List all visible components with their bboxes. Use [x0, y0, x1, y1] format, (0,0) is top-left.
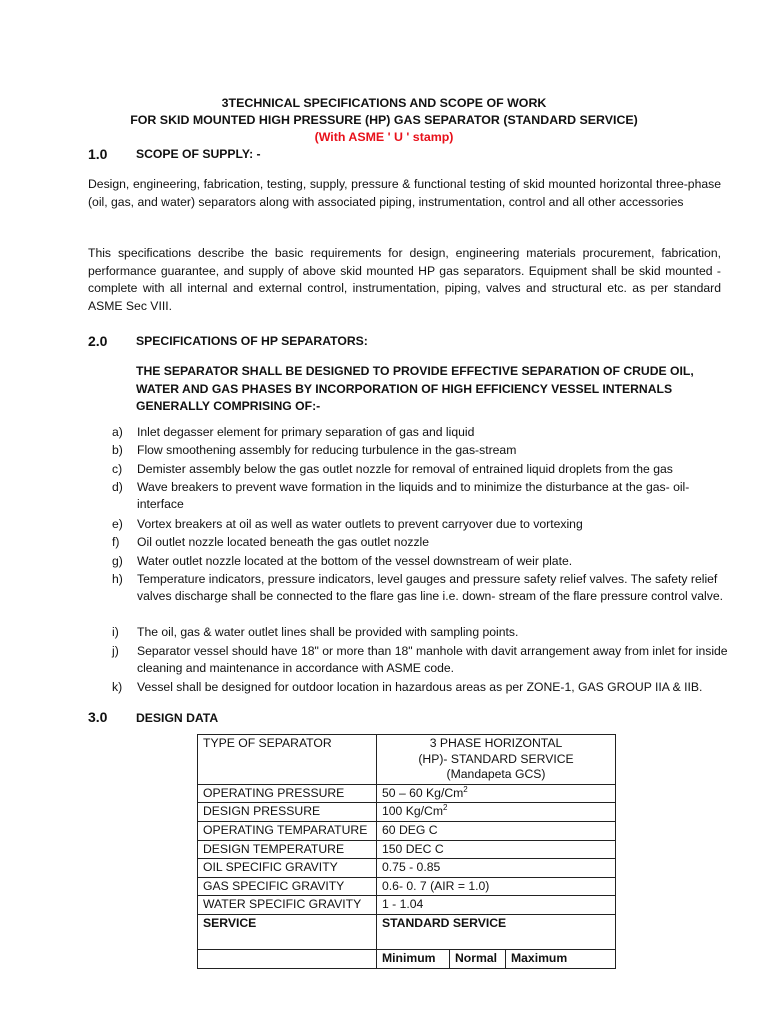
list-item-label: h)	[112, 572, 123, 586]
doc-title-line-2: FOR SKID MOUNTED HIGH PRESSURE (HP) GAS SEPARATOR (STANDARD SERVICE)	[130, 113, 638, 127]
section-3-heading: DESIGN DATA	[136, 711, 219, 725]
table-row	[198, 840, 616, 859]
table-row	[198, 784, 616, 803]
table-row	[198, 896, 616, 915]
table-cell-label: SERVICE	[198, 914, 377, 949]
section-1-heading: SCOPE OF SUPPLY: -	[136, 147, 261, 161]
list-item-text: The oil, gas & water outlet lines shall be provided with sampling points.	[137, 625, 519, 639]
list-item-label: b)	[112, 443, 123, 457]
section-3-number: 3.0	[88, 709, 108, 725]
list-item-label: d)	[112, 480, 123, 494]
type-value-line-1: 3 PHASE HORIZONTAL	[429, 736, 563, 750]
list-item-label: g)	[112, 554, 123, 568]
list-item-text: Vortex breakers at oil as well as water outlets to prevent carryover due to vortexing	[137, 517, 583, 531]
list-item-text: Oil outlet nozzle located beneath the gas outlet nozzle	[137, 535, 430, 549]
section-1-paragraph-2: This specifications describe the basic requirements for design, engineering materials procurement, fabrication, performance guarantee, and supply of above skid mounted HP gas separators. Equipment shall be skid mounted - complete with all internal and external control, instrumentation, piping, valves and structural etc. as per standard ASME Sec VIII.	[88, 246, 721, 313]
section-1-paragraph-1: Design, engineering, fabrication, testing, supply, pressure & functional testing of skid mounted horizontal three-phase (oil, gas, and water) separators along with associated piping, instrumentation, control and all other accessories	[88, 177, 721, 209]
table-cell-value: 60 DEG C	[377, 821, 616, 840]
doc-title-asme-stamp: (With ASME ' U ' stamp)	[314, 130, 454, 144]
superscript: 2	[463, 784, 468, 794]
section-2-number: 2.0	[88, 333, 108, 349]
table-cell-value: 1 - 1.04	[377, 896, 616, 915]
list-item-text: Flow smoothening assembly for reducing turbulence in the gas-stream	[137, 443, 517, 457]
list-item-text: Vessel shall be designed for outdoor location in hazardous areas as per ZONE-1, GAS GROUP IIA & IIB.	[137, 680, 703, 694]
table-cell-value: STANDARD SERVICE	[377, 914, 616, 949]
list-item-label: e)	[112, 517, 123, 531]
table-cell-label: WATER SPECIFIC GRAVITY	[198, 896, 377, 915]
table-cell-label: DESIGN TEMPERATURE	[198, 840, 377, 859]
table-cell-label: GAS SPECIFIC GRAVITY	[198, 877, 377, 896]
table-row	[198, 859, 616, 878]
list-item	[112, 679, 732, 696]
section-1-number: 1.0	[88, 146, 108, 162]
list-item	[112, 553, 732, 570]
list-item-text: Temperature indicators, pressure indicators, level gauges and pressure safety relief valves. The safety relief valves discharge shall be connected to the flare gas line i.e. down- stream of the flare pressure control valve.	[137, 572, 723, 603]
list-item-text: Separator vessel should have 18" or more than 18" manhole with davit arrangement away from inlet for inside cleaning and maintenance in accordance with ASME code.	[137, 644, 728, 675]
list-item-label: k)	[112, 680, 123, 694]
list-item	[112, 516, 732, 533]
list-item	[112, 424, 732, 441]
list-item-label: j)	[112, 644, 119, 658]
table-cell-value: 150 DEC C	[377, 840, 616, 859]
table-cell-header: Maximum	[506, 949, 616, 968]
doc-title-line-1: 3TECHNICAL SPECIFICATIONS AND SCOPE OF WORK	[221, 96, 547, 110]
table-cell-label: TYPE OF SEPARATOR	[198, 735, 377, 785]
table-row	[198, 914, 616, 949]
table-row	[198, 949, 616, 968]
type-value-line-3: (Mandapeta GCS)	[446, 767, 546, 782]
list-item	[112, 571, 732, 605]
list-item-label: f)	[112, 535, 120, 549]
table-row	[198, 821, 616, 840]
list-item-text: Inlet degasser element for primary separation of gas and liquid	[137, 425, 475, 439]
table-cell-value: 0.75 - 0.85	[377, 859, 616, 878]
list-item-label: i)	[112, 625, 119, 639]
design-data-table	[197, 734, 616, 969]
table-row	[198, 803, 616, 822]
table-cell-empty	[198, 949, 377, 968]
type-value-line-2: (HP)- STANDARD SERVICE	[418, 751, 574, 766]
table-cell-value	[377, 803, 616, 822]
table-cell-label: OPERATING PRESSURE	[198, 784, 377, 803]
table-row	[198, 877, 616, 896]
list-item-text: Demister assembly below the gas outlet nozzle for removal of entrained liquid droplets from the gas	[137, 462, 673, 476]
table-cell-value: 0.6- 0. 7 (AIR = 1.0)	[377, 877, 616, 896]
list-item	[112, 461, 732, 478]
list-item	[112, 534, 732, 551]
table-cell-header: Minimum	[377, 949, 450, 968]
op-pressure-value: 50 – 60 Kg/Cm	[382, 785, 464, 800]
table-cell-value	[377, 735, 616, 785]
list-item	[112, 442, 732, 459]
des-pressure-value: 100 Kg/Cm	[382, 804, 443, 819]
table-row	[198, 735, 616, 785]
table-cell-header: Normal	[450, 949, 506, 968]
list-item-text: Water outlet nozzle located at the bottom of the vessel downstream of weir plate.	[137, 554, 573, 568]
list-item	[112, 479, 732, 513]
table-cell-label: DESIGN PRESSURE	[198, 803, 377, 822]
list-item-text: Wave breakers to prevent wave formation in the liquids and to minimize the disturbance at the gas- oil-interface	[137, 480, 690, 511]
table-cell-label: OPERATING TEMPARATURE	[198, 821, 377, 840]
table-cell-label: OIL SPECIFIC GRAVITY	[198, 859, 377, 878]
superscript: 2	[442, 803, 448, 813]
section-2-heading: SPECIFICATIONS OF HP SEPARATORS:	[136, 334, 368, 348]
table-cell-value	[377, 784, 616, 803]
list-item	[112, 643, 732, 677]
list-item	[112, 624, 732, 641]
list-item-label: c)	[112, 462, 123, 476]
section-2-intro: THE SEPARATOR SHALL BE DESIGNED TO PROVIDE EFFECTIVE SEPARATION OF CRUDE OIL, WATER AND GAS PHASES BY INCORPORATION OF HIGH EFFICIENCY VESSEL INTERNALS GENERALLY COMPRISING OF:-	[136, 364, 694, 414]
list-item-label: a)	[112, 425, 123, 439]
